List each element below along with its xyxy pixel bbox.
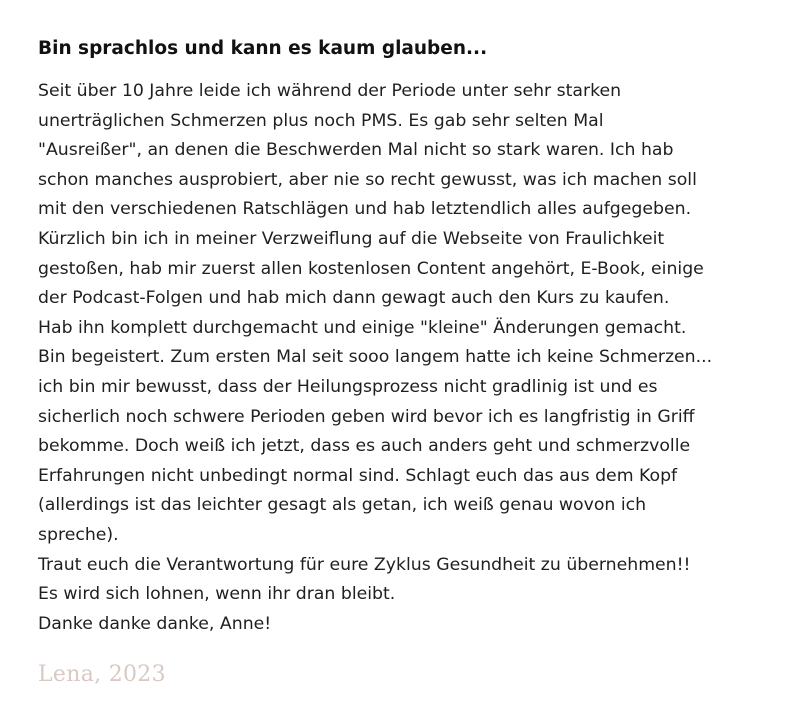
testimonial-line: gestoßen, hab mir zuerst allen kostenlosen Content angehört, E-Book, einige <box>38 258 704 279</box>
testimonial-card <box>38 32 778 639</box>
testimonial-line: Seit über 10 Jahre leide ich während der Periode unter sehr starken <box>38 81 622 101</box>
testimonial-line: schon manches ausprobiert, aber nie so recht gewusst, was ich machen soll <box>38 169 697 190</box>
testimonial-line: "Ausreißer", an denen die Beschwerden Mal nicht so stark waren. Ich hab <box>38 140 674 161</box>
testimonial-line: bekomme. Doch weiß ich jetzt, dass es auch anders geht und schmerzvolle <box>38 436 691 457</box>
testimonial-line: Es wird sich lohnen, wenn ihr dran bleibt. <box>38 584 396 605</box>
testimonial-line: Bin begeistert. Zum ersten Mal seit sooo langem hatte ich keine Schmerzen... <box>38 347 713 368</box>
testimonial-body <box>38 77 778 639</box>
testimonial-line: der Podcast-Folgen und hab mich dann gewagt auch den Kurs zu kaufen. <box>38 288 670 309</box>
testimonial-line: mit den verschiedenen Ratschlägen und hab letztendlich alles aufgegeben. <box>38 199 692 220</box>
testimonial-signature: Lena, 2023 <box>38 662 166 687</box>
testimonial-line: sicherlich noch schwere Perioden geben wird bevor ich es langfristig in Griff <box>38 406 695 427</box>
testimonial-line: Kürzlich bin ich in meiner Verzweiflung auf die Webseite von Fraulichkeit <box>38 228 665 249</box>
testimonial-line: unerträglichen Schmerzen plus noch PMS. Es gab sehr selten Mal <box>38 110 604 131</box>
testimonial-line: (allerdings ist das leichter gesagt als getan, ich weiß genau wovon ich <box>38 495 647 516</box>
testimonial-line: Danke danke danke, Anne! <box>38 613 272 634</box>
testimonial-title: Bin sprachlos und kann es kaum glauben... <box>38 38 488 59</box>
testimonial-line: Hab ihn komplett durchgemacht und einige "kleine" Änderungen gemacht. <box>38 317 687 338</box>
testimonial-line: ich bin mir bewusst, dass der Heilungsprozess nicht gradlinig ist und es <box>38 376 658 397</box>
testimonial-line: Erfahrungen nicht unbedingt normal sind. Schlagt euch das aus dem Kopf <box>38 465 678 486</box>
testimonial-line: Traut euch die Verantwortung für eure Zyklus Gesundheit zu übernehmen!! <box>38 554 691 575</box>
testimonial-line: spreche). <box>38 524 119 545</box>
